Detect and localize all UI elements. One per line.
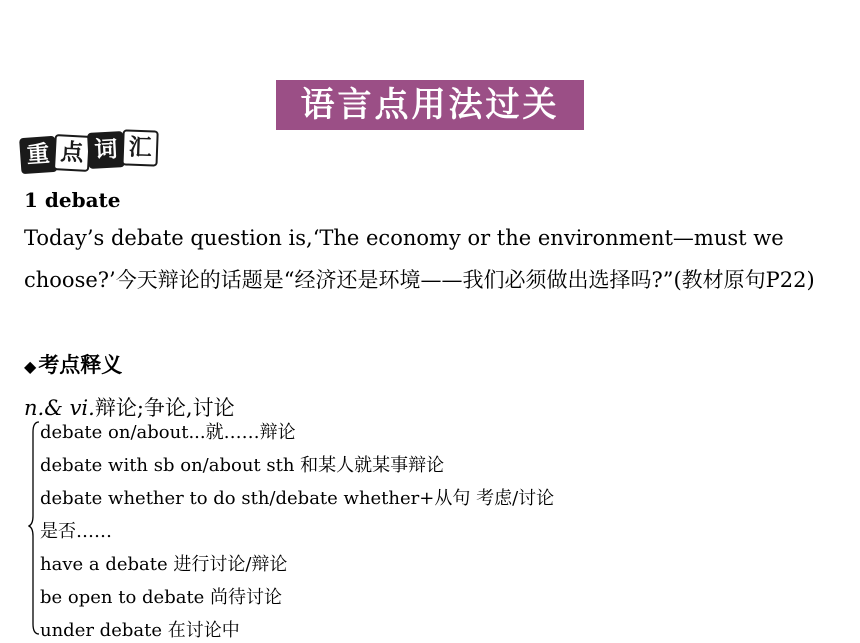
usage-item: 是否…… xyxy=(40,521,112,542)
example-sentence: Today’s debate question is,‘The economy or the environment—must we choose?’今天辩论的话题是“经济还是环境——我们必须做出选择吗?”(教材原句P22) xyxy=(24,226,815,292)
usage-list xyxy=(28,416,628,642)
section-title: 考点释义 xyxy=(38,353,123,377)
logo-char: 点 xyxy=(53,134,91,172)
key-vocabulary-logo xyxy=(20,133,156,173)
entry-heading: 1 debate xyxy=(24,188,121,212)
section-heading xyxy=(24,349,122,379)
usage-item: debate whether to do sth/debate whether+从句 考虑/讨论 xyxy=(40,488,555,509)
usage-item: debate with sb on/about sth 和某人就某事辩论 xyxy=(40,455,445,476)
part-of-speech: n.& vi. xyxy=(24,396,95,420)
diamond-icon: ◆ xyxy=(24,357,37,376)
usage-item: be open to debate 尚待讨论 xyxy=(40,587,283,608)
usage-item: have a debate 进行讨论/辩论 xyxy=(40,554,288,575)
usage-item: under debate 在讨论中 xyxy=(40,620,240,641)
logo-char: 词 xyxy=(87,131,125,169)
definition-meaning: 辩论;争论,讨论 xyxy=(94,396,235,420)
usage-item: debate on/about...就……辩论 xyxy=(40,422,296,443)
logo-char: 重 xyxy=(19,136,57,174)
logo-char: 汇 xyxy=(121,129,158,166)
lesson-banner: 语言点用法过关 xyxy=(276,80,584,130)
